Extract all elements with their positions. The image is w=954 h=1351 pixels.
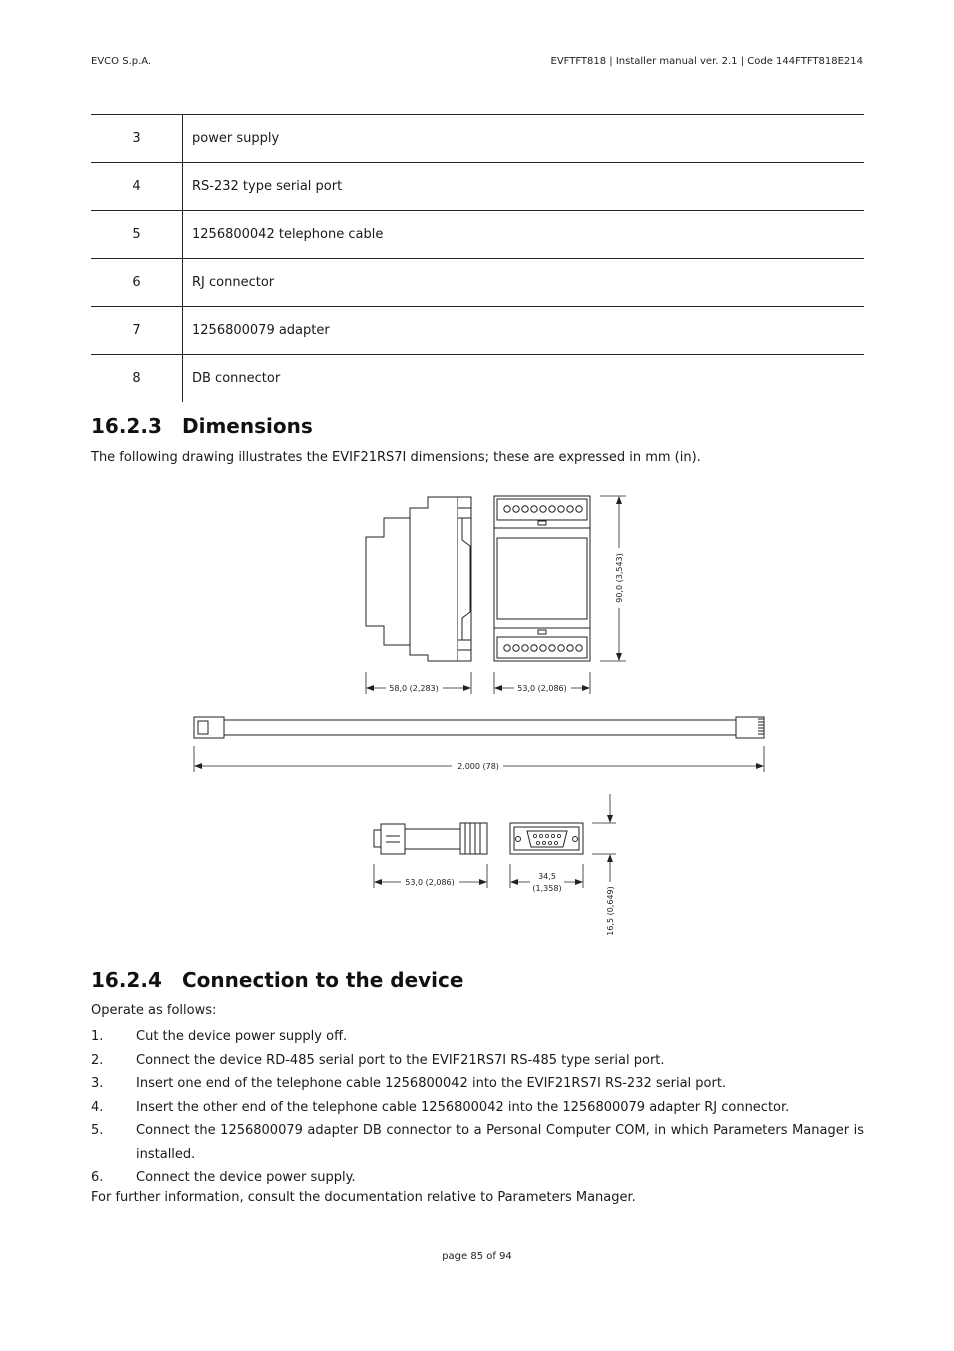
dimensions-intro: The following drawing illustrates the EVIF21RS7I dimensions; these are expressed in mm (in). — [91, 450, 701, 465]
section-title: Connection to the device — [182, 968, 464, 992]
list-item — [91, 1166, 864, 1190]
adapter-front-view — [510, 823, 583, 854]
table-row — [91, 355, 864, 403]
part-number: 3 — [91, 115, 183, 163]
section-heading-dimensions — [91, 414, 313, 438]
telephone-cable — [194, 717, 764, 738]
adapter-height-label: 16,5 (0,649) — [606, 886, 615, 936]
section-number: 16.2.4 — [91, 968, 162, 992]
list-item — [91, 1119, 864, 1166]
step-number: 3. — [91, 1076, 104, 1091]
section-title: Dimensions — [182, 414, 313, 438]
part-number: 4 — [91, 163, 183, 211]
step-text: Cut the device power supply off. — [136, 1029, 348, 1044]
table-row — [91, 307, 864, 355]
header-company: EVCO S.p.A. — [91, 56, 152, 67]
cable-length-label: 2.000 (78) — [457, 762, 499, 771]
part-description: 1256800079 adapter — [183, 307, 865, 355]
part-number: 6 — [91, 259, 183, 307]
list-item — [91, 1049, 864, 1073]
step-text: Connect the device RD-485 serial port to the EVIF21RS7I RS-485 type serial port. — [136, 1052, 665, 1068]
part-number: 8 — [91, 355, 183, 403]
step-number: 5. — [91, 1123, 104, 1138]
step-number: 1. — [91, 1029, 104, 1044]
table-row — [91, 259, 864, 307]
header-doc-ref: EVFTFT818 | Installer manual ver. 2.1 | Code 144FTFT818E214 — [550, 56, 863, 67]
step-text: Insert the other end of the telephone cable 1256800042 into the 1256800079 adapter RJ connector. — [136, 1099, 790, 1115]
table-row — [91, 211, 864, 259]
module-depth-label: 58,0 (2,283) — [389, 684, 439, 693]
step-number: 4. — [91, 1099, 104, 1115]
part-description: RS-232 type serial port — [183, 163, 865, 211]
dimension-drawing — [0, 480, 954, 950]
adapter-side-view — [374, 823, 487, 854]
step-number: 6. — [91, 1170, 104, 1185]
step-text: Connect the device power supply. — [136, 1170, 356, 1185]
adapter-width-label: 34,5 — [538, 872, 556, 881]
module-width-label: 53,0 (2,086) — [517, 684, 567, 693]
adapter-width-inch-label: (1,358) — [532, 884, 562, 893]
section-number: 16.2.3 — [91, 414, 162, 438]
step-number: 2. — [91, 1052, 104, 1068]
page-number: page 85 of 94 — [442, 1251, 512, 1262]
part-description: 1256800042 telephone cable — [183, 211, 865, 259]
table-row — [91, 163, 864, 211]
step-text: Connect the 1256800079 adapter DB connector to a Personal Computer COM, in which Parameters Manager is installed. — [136, 1123, 864, 1162]
terminal-screws-bottom — [504, 645, 582, 651]
part-description: RJ connector — [183, 259, 865, 307]
terminal-screws-top — [504, 506, 582, 512]
connection-steps — [91, 1025, 864, 1190]
connection-outro: For further information, consult the documentation relative to Parameters Manager. — [91, 1190, 636, 1205]
module-height-label: 90,0 (3,543) — [615, 553, 624, 603]
part-description: DB connector — [183, 355, 865, 403]
parts-table — [91, 114, 864, 402]
part-number: 5 — [91, 211, 183, 259]
module-front-view — [494, 496, 590, 661]
table-row — [91, 115, 864, 163]
step-text: Insert one end of the telephone cable 1256800042 into the EVIF21RS7I RS-232 serial port. — [136, 1076, 727, 1091]
list-item — [91, 1072, 864, 1096]
connection-intro: Operate as follows: — [91, 1003, 217, 1018]
list-item — [91, 1025, 864, 1049]
adapter-length-label: 53,0 (2,086) — [405, 878, 455, 887]
part-number: 7 — [91, 307, 183, 355]
part-description: power supply — [183, 115, 865, 163]
module-side-view — [366, 497, 471, 661]
list-item — [91, 1096, 864, 1120]
section-heading-connection — [91, 968, 463, 992]
